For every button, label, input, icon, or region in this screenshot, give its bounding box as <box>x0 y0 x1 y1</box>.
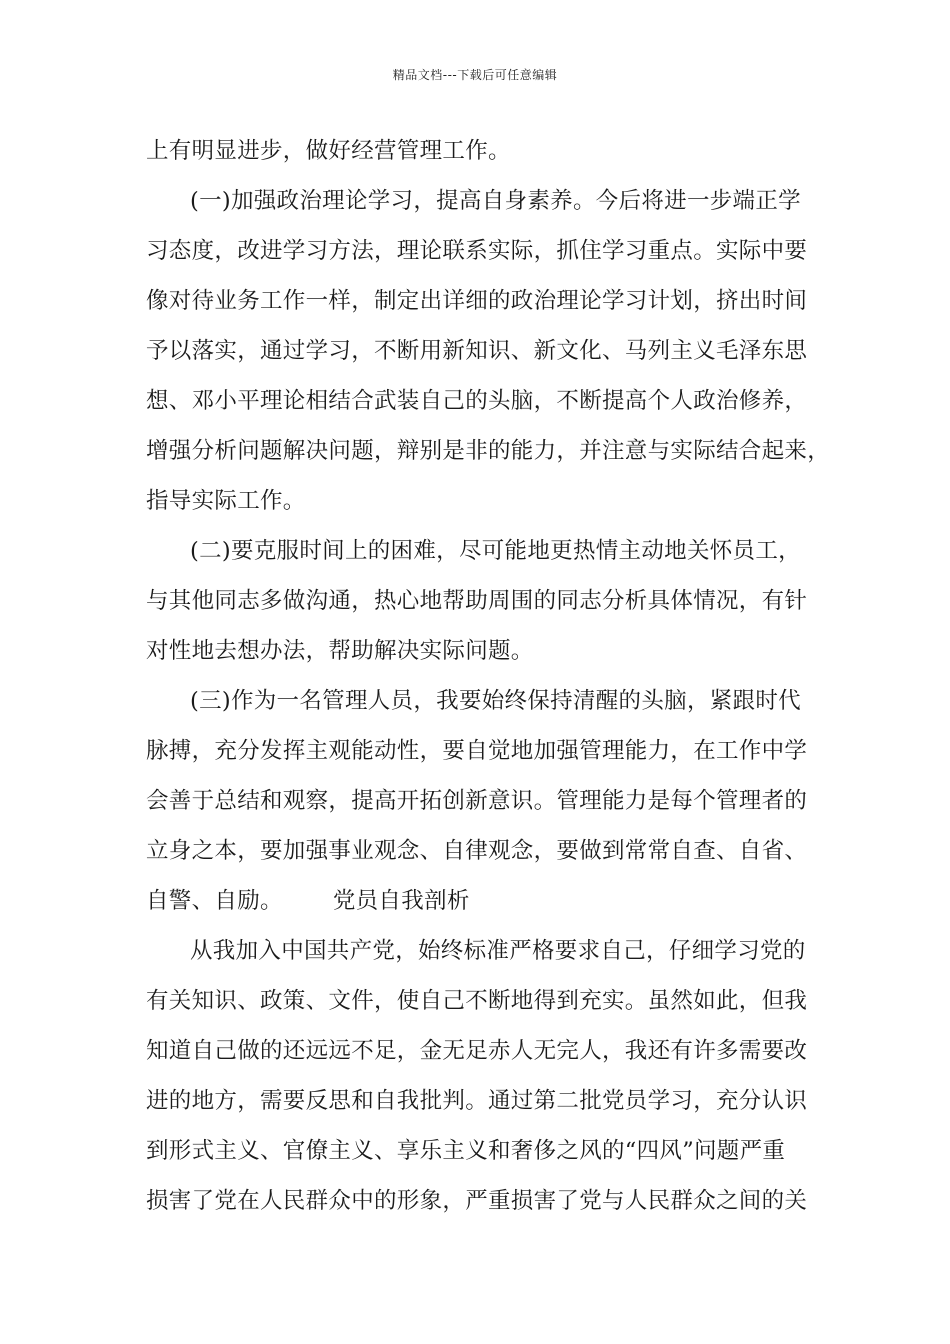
text-line: 予以落实，通过学习，不断用新知识、新文化、马列主义毛泽东思 <box>146 338 808 364</box>
text-line: 从我加入中国共产党，始终标准严格要求自己，仔细学习党的 <box>190 938 806 964</box>
text-line: 脉搏，充分发挥主观能动性，要自觉地加强管理能力，在工作中学 <box>146 738 808 764</box>
text-line: (二)要克服时间上的困难，尽可能地更热情主动地关怀员工， <box>190 538 801 564</box>
text-line: 习态度，改进学习方法，理论联系实际，抓住学习重点。实际中要 <box>146 238 808 264</box>
text-line: (三)作为一名管理人员，我要始终保持清醒的头脑，紧跟时代 <box>190 688 801 714</box>
text-line-with-title <box>146 886 470 916</box>
text-line: 想、邓小平理论相结合武装自己的头脑，不断提高个人政治修养， <box>146 388 808 414</box>
text-line: 指导实际工作。 <box>146 488 306 514</box>
text-line: 与其他同志多做沟通，热心地帮助周围的同志分析具体情况，有针 <box>146 588 808 614</box>
text-segment: 自警、自励。 <box>146 888 283 914</box>
text-line: 增强分析问题解决问题，辩别是非的能力，并注意与实际结合起来， <box>146 438 831 464</box>
text-line: 知道自己做的还远远不足，金无足赤人无完人，我还有许多需要改 <box>146 1038 808 1064</box>
text-line: 会善于总结和观察，提高开拓创新意识。管理能力是每个管理者的 <box>146 788 808 814</box>
text-line: 上有明显进步，做好经营管理工作。 <box>146 138 511 164</box>
text-line: 进的地方，需要反思和自我批判。通过第二批党员学习，充分认识 <box>146 1088 808 1114</box>
text-line: 有关知识、政策、文件，使自己不断地得到充实。虽然如此，但我 <box>146 988 808 1014</box>
text-line: (一)加强政治理论学习，提高自身素养。今后将进一步端正学 <box>190 188 801 214</box>
text-line: 到形式主义、官僚主义、享乐主义和奢侈之风的“四风”问题严重 <box>146 1138 786 1164</box>
text-line: 立身之本，要加强事业观念、自律观念，要做到常常自查、自省、 <box>146 838 808 864</box>
page-header: 精品文档---下载后可任意编辑 <box>392 68 558 82</box>
text-line: 像对待业务工作一样，制定出详细的政治理论学习计划，挤出时间 <box>146 288 808 314</box>
section-title: 党员自我剖析 <box>332 888 470 914</box>
text-line: 对性地去想办法，帮助解决实际问题。 <box>146 638 534 664</box>
text-line: 损害了党在人民群众中的形象，严重损害了党与人民群众之间的关 <box>146 1188 808 1214</box>
